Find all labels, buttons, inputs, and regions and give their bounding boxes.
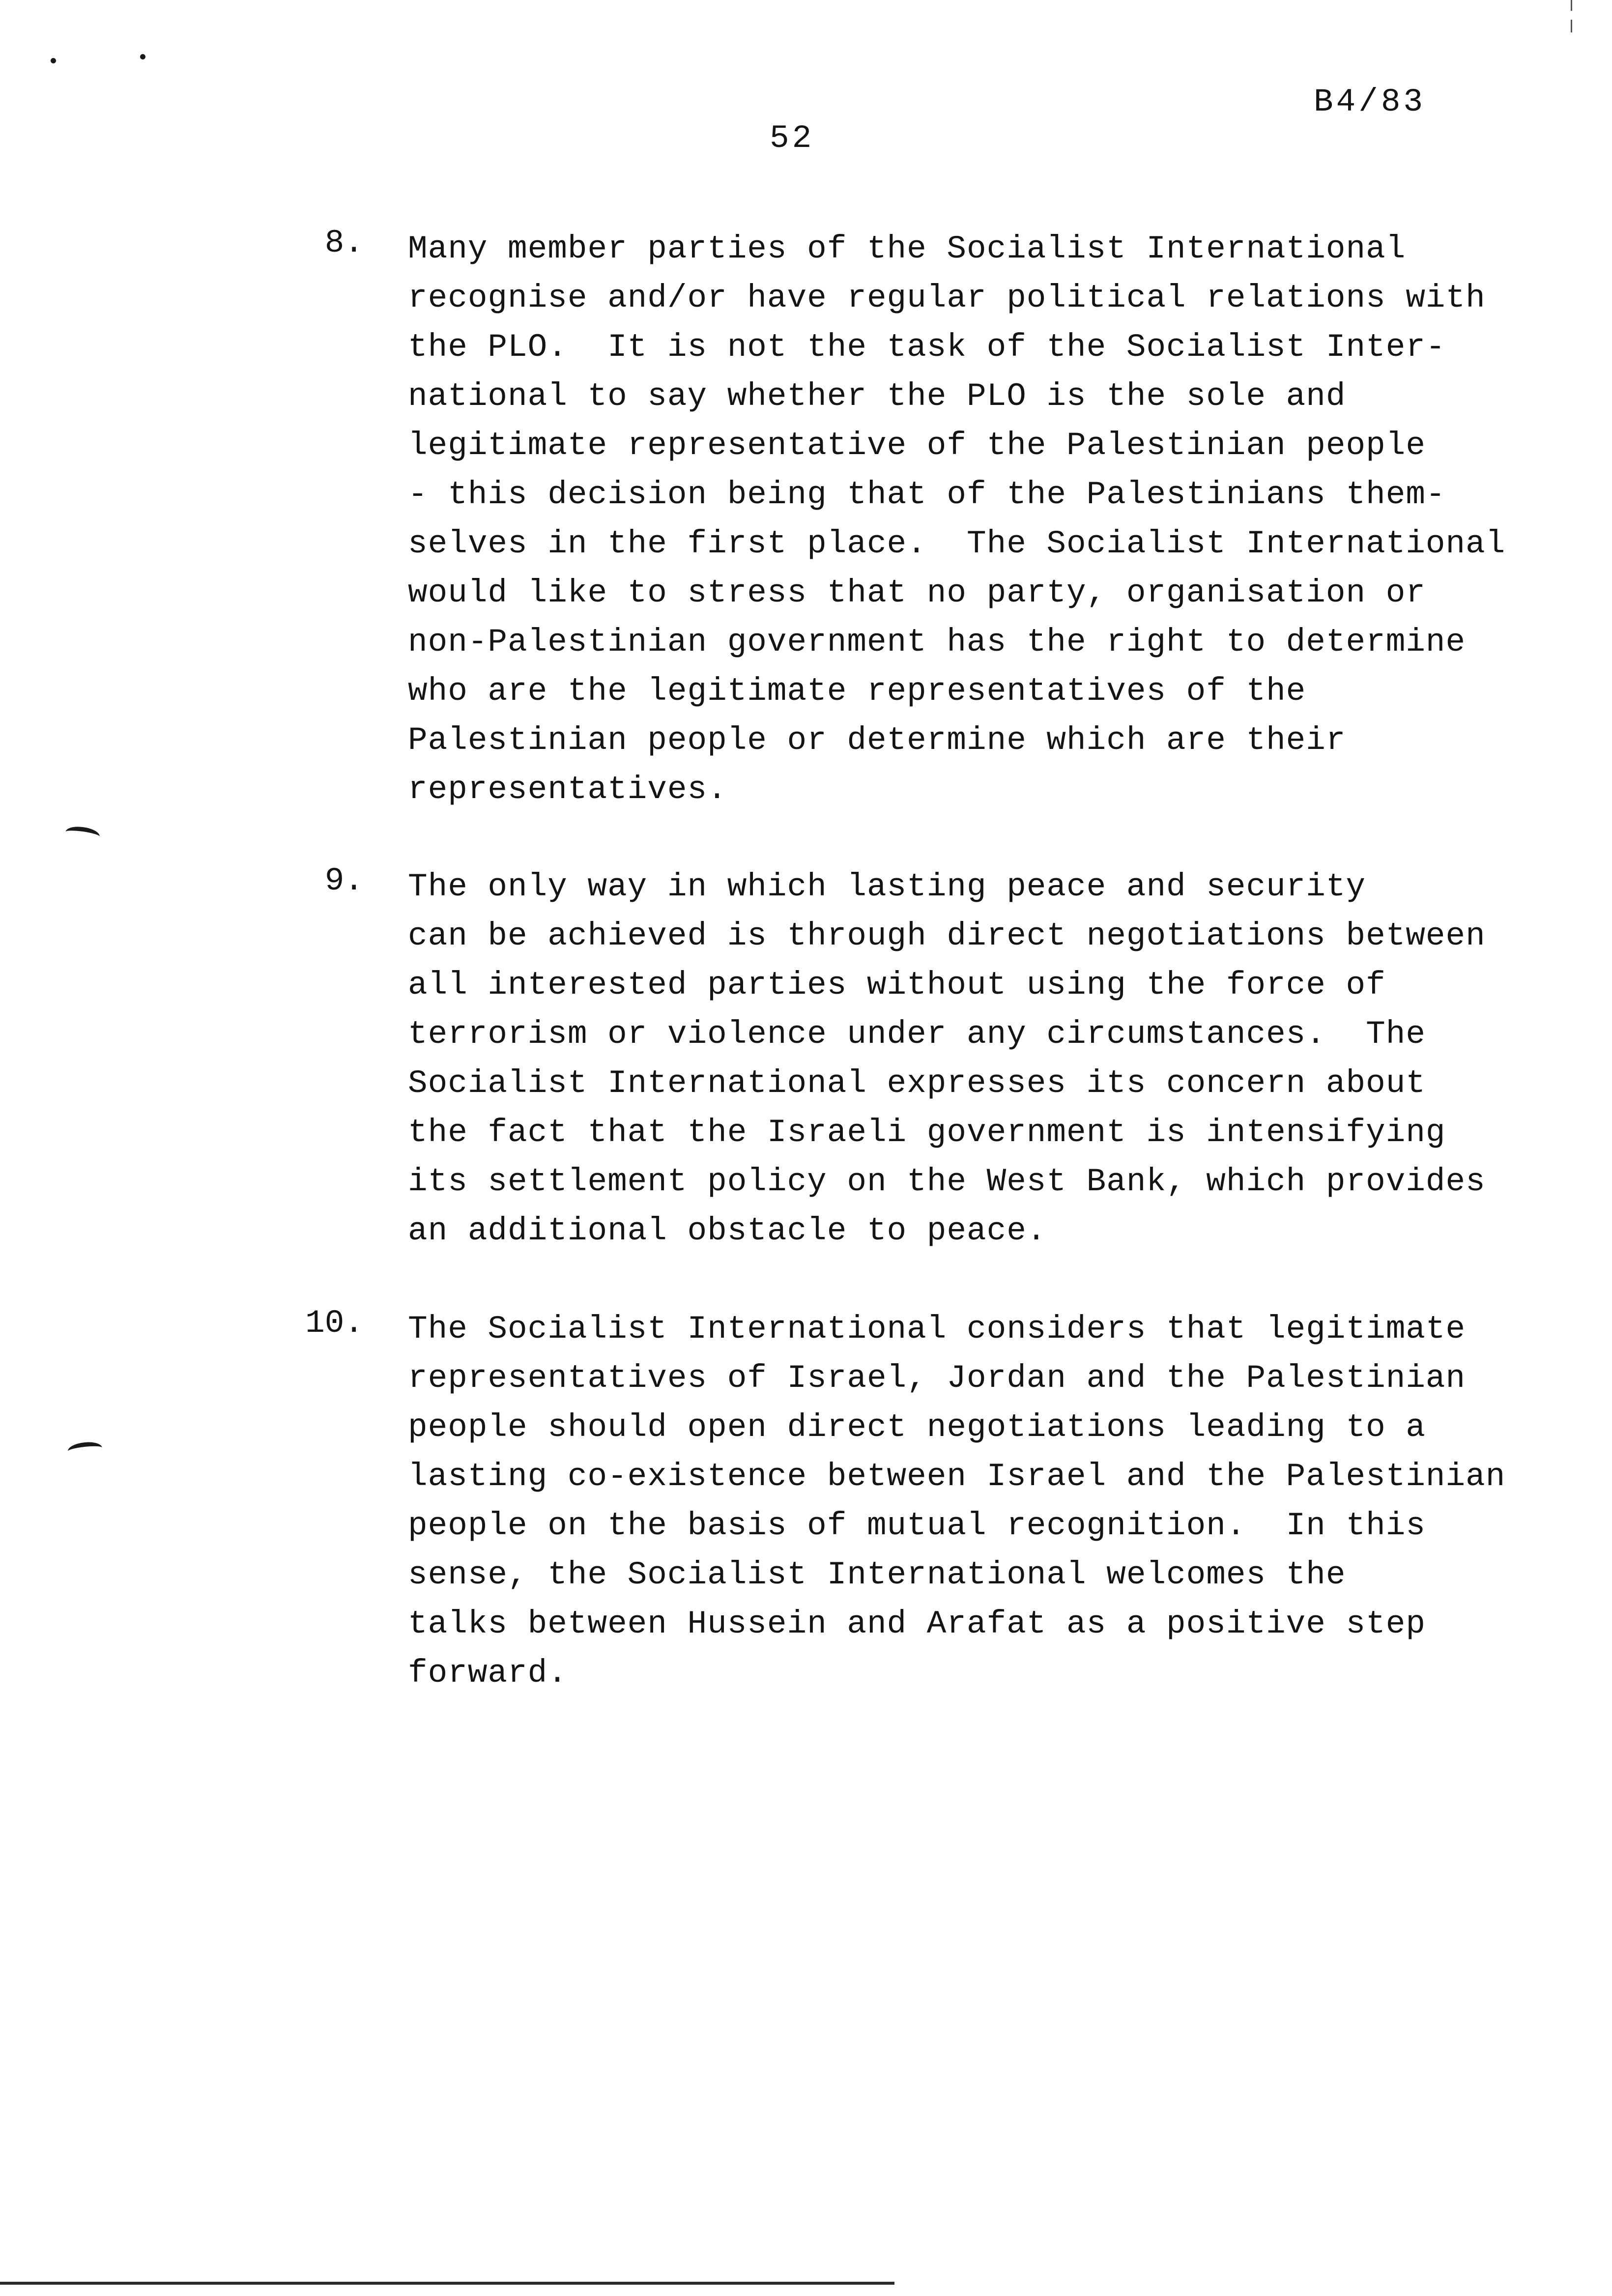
paragraph-number: 8. [324,225,364,261]
edge-mark [1571,0,1572,11]
text-line: people should open direct negotiations leading to a [408,1409,1426,1446]
binder-mark [64,825,100,843]
text-line: the PLO. It is not the task of the Socialist Inter- [408,329,1446,366]
paragraph-text [408,1305,1505,1698]
edge-mark [1571,20,1572,32]
text-line: the fact that the Israeli government is intensifying [408,1114,1446,1151]
paragraph-text [408,862,1486,1256]
text-line: - this decision being that of the Palestinians them- [408,476,1446,513]
text-line: its settlement policy on the West Bank, which provides [408,1163,1486,1200]
text-line: Socialist International expresses its concern about [408,1065,1426,1102]
punch-hole-dot [140,54,145,59]
paragraph-text [408,225,1505,814]
document-reference: B4/83 [1314,84,1426,120]
text-line: national to say whether the PLO is the sole and [408,378,1346,415]
text-line: representatives. [408,771,727,808]
text-line: can be achieved is through direct negotiations between [408,918,1486,954]
paragraph-number: 10. [305,1305,364,1342]
text-line: all interested parties without using the force of [408,967,1386,1004]
text-line: The only way in which lasting peace and security [408,868,1366,905]
text-line: who are the legitimate representatives of the [408,673,1306,710]
text-line: sense, the Socialist International welcomes the [408,1556,1346,1593]
binder-mark [67,1440,103,1458]
text-line: The Socialist International considers that legitimate [408,1311,1466,1348]
text-line: representatives of Israel, Jordan and the Palestinian [408,1360,1466,1397]
text-line: forward. [408,1655,568,1692]
text-line: Many member parties of the Socialist International [408,230,1406,267]
text-line: an additional obstacle to peace. [408,1212,1047,1249]
text-line: Palestinian people or determine which are their [408,722,1346,759]
text-line: talks between Hussein and Arafat as a positive step [408,1606,1426,1642]
page-edge-rule [0,2282,894,2285]
paragraph-number: 9. [324,862,364,899]
text-line: legitimate representative of the Palestinian people [408,427,1426,464]
text-line: selves in the first place. The Socialist International [408,525,1506,562]
text-line: terrorism or violence under any circumstances. The [408,1016,1426,1053]
text-line: recognise and/or have regular political relations with [408,280,1486,316]
punch-hole-dot [51,58,56,63]
text-line: non-Palestinian government has the right to determine [408,624,1466,660]
text-line: lasting co-existence between Israel and the Palestinian [408,1458,1506,1495]
text-line: people on the basis of mutual recognition. In this [408,1507,1426,1544]
page-number: 52 [770,120,815,157]
text-line: would like to stress that no party, organisation or [408,574,1426,611]
